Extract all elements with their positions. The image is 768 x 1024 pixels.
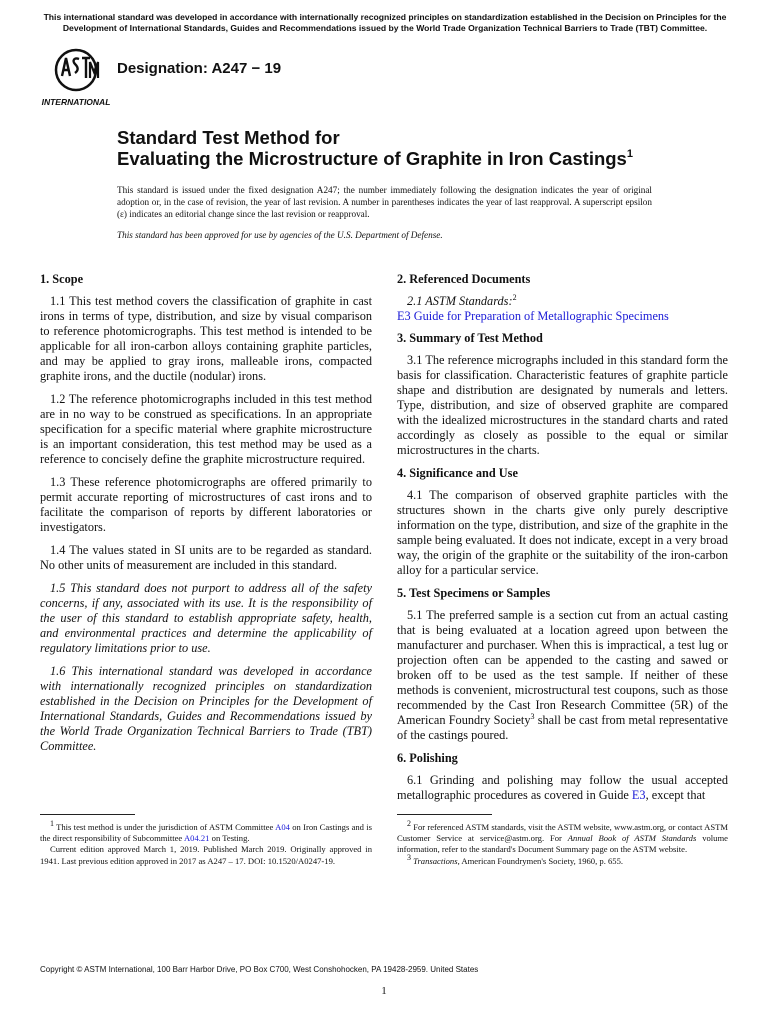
title-footnote-mark[interactable]: 1: [626, 148, 633, 160]
footnote-1-text-c: on Testing.: [211, 833, 250, 844]
title-line-2-text: Evaluating the Microstructure of Graphite in Iron Castings: [117, 148, 627, 169]
designation: Designation: A247 − 19: [117, 60, 282, 77]
footnote-1-text-a: This test method is under the jurisdiction of ASTM Committee: [56, 822, 274, 832]
paragraph-1-2: 1.2 The reference photomicrographs included in this test method are in no way to be construed as specifications. In an appropriate specification for a specific material where graphite microstructure is an important consideration, this test method may be used as a reference to concisely define the graphite microstructure required.: [40, 392, 372, 466]
paragraph-6-1: [397, 773, 728, 803]
paragraph-1-3: 1.3 These reference photomicrographs are offered primarily to permit accurate reporting of microstructures of cast irons and to facilitate the comparison of reports by different laboratories or investigators.: [40, 475, 372, 534]
e3-reference: [397, 309, 728, 324]
paragraph-1-1: 1.1 This test method covers the classification of graphite in cast irons in terms of type, distribution, and size by visual comparison to reference photomicrographs. This test method is intended to be applicable for all iron-carbon alloys containing graphite particles, and may be applied to gray irons, malleable irons, compacted graphite irons, and the ductile (nodular) irons.: [40, 294, 372, 383]
title-line-2: [117, 148, 737, 169]
astm-standards-label: 2.1 ASTM Standards:: [407, 294, 513, 308]
footnote-3-mark: 3: [407, 852, 411, 862]
scope-heading: 1. Scope: [40, 272, 84, 286]
document-title: [117, 127, 737, 169]
significance-heading: 4. Significance and Use: [397, 466, 518, 480]
paragraph-1-4: 1.4 The values stated in SI units are to be regarded as standard. No other units of measurement are included in this standard.: [40, 543, 372, 572]
footnote-2: [397, 819, 729, 856]
referenced-documents-heading: 2. Referenced Documents: [397, 272, 531, 286]
footnote-1: [40, 819, 372, 844]
paragraph-5-1-text: 5.1 The preferred sample is a section cut from an actual casting that is being evaluated at a location agreed upon between the manufacturer and purchaser. When this is impractical, a test lug or projection often can be appended to the casting and sawed or broken off to be used as the test sample. If neither of these methods is convenient, microstructural test coupons, such as those recommended by the Cast Iron Research Committee (5R) of the American Foundry Society: [397, 608, 728, 727]
paragraph-5-1-end: shall be cast from metal representative of the castings poured.: [397, 713, 728, 742]
footnote-1-text-b: on Iron Castings and is the direct responsibility of Subcommittee: [40, 822, 372, 844]
paragraph-5-1: [397, 608, 728, 743]
paragraph-4-1: 4.1 The comparison of observed graphite particles with the structures shown in the charts give only purely descriptive information on the type, distribution, and size of the graphite in the sample being evaluated. It does not indicate, except in a very broad way, the origin of the graphite or the suitability of the iron-carbon alloy for a particular service.: [397, 488, 728, 577]
specimens-heading: 5. Test Specimens or Samples: [397, 586, 551, 600]
polishing-heading: 6. Polishing: [397, 751, 458, 765]
page-number: 1: [381, 985, 387, 997]
e3-inline-link[interactable]: E3: [631, 788, 646, 802]
footnote-3-italic: Transactions: [413, 855, 458, 866]
footnotes-left: [40, 819, 372, 867]
footnote-2-text-b: volume information, refer to the standard's Document Summary page on the ASTM website.: [397, 833, 728, 855]
footnote-2-text-a: For referenced ASTM standards, visit the ASTM website, www.astm.org, or contact ASTM Customer Service at service@astm.org. For: [397, 822, 729, 844]
paragraph-3-1: 3.1 The reference micrographs included in this standard form the basis for classification. Characteristic features of graphite particle shape and distribution are designated by numerals and letters. Type, distribution, and size of observed graphite are compared with the idealized microstructures in the standard charts and rated accordingly as closely as possible to the equal or similar microstructures in the charts.: [397, 353, 728, 457]
footnote-rule-right: [397, 814, 492, 815]
logo-text: INTERNATIONAL: [41, 97, 111, 107]
paragraph-6-1-text: 6.1 Grinding and polishing may follow the usual accepted metallographic procedures as covered in Guide: [397, 773, 728, 802]
issued-statement: This standard is issued under the fixed designation A247; the number immediately following the designation indicates the year of original adoption or, in the case of revision, the year of last revision. A number in parentheses indicates the year of last reapproval. A superscript epsilon (ε) indicates an editorial change since the last revision or reapproval.: [117, 185, 652, 219]
footnote-mark-3[interactable]: 3: [530, 711, 535, 721]
title-line-1: Standard Test Method for: [117, 127, 340, 148]
standards-notice: This international standard was developed in accordance with internationally recognized principles on standardization established in the Decision on Principles for the Development of International Standards, Guides and Recommendations issued by the World Trade Organization Technical Barriers to Trade (TBT) Committee.: [43, 12, 727, 33]
astm-logo-icon: [38, 46, 114, 108]
copyright-notice: Copyright © ASTM International, 100 Barr Harbor Drive, PO Box C700, West Conshohocken, PA 19428-2959. United States: [40, 965, 479, 974]
footnote-1-edition: Current edition approved March 1, 2019. Published March 2019. Originally approved in 1941. Last previous edition approved in 2017 as A247 – 17. DOI: 10.1520/A0247-19.: [40, 844, 372, 866]
footnote-1-mark: 1: [50, 819, 54, 829]
a04-link[interactable]: A04: [275, 822, 290, 832]
footnote-2-mark: 2: [407, 819, 411, 829]
footnote-3-text: , American Foundrymen's Society, 1960, p. 655.: [457, 855, 624, 866]
e3-link[interactable]: E3: [397, 309, 411, 323]
paragraph-1-6: 1.6 This international standard was developed in accordance with internationally recognized principles on standardization established in the Decision on Principles for the Development of International Standards, Guides and Recommendations issued by the World Trade Organization Technical Barriers to Trade (TBT) Committee.: [40, 664, 372, 753]
footnote-rule-left: [40, 814, 135, 815]
e3-title-link[interactable]: Guide for Preparation of Metallographic Specimens: [413, 309, 669, 323]
astm-standards-line: [397, 294, 728, 309]
summary-heading: 3. Summary of Test Method: [397, 331, 543, 345]
paragraph-6-1-end: , except that: [645, 788, 706, 802]
footnotes-right: [397, 819, 729, 867]
a04-21-link[interactable]: A04.21: [183, 833, 210, 844]
dod-approval-statement: This standard has been approved for use by agencies of the U.S. Department of Defense.: [117, 230, 443, 240]
left-column: [40, 272, 372, 762]
paragraph-1-5: 1.5 This standard does not purport to address all of the safety concerns, if any, associated with its use. It is the responsibility of the user of this standard to establish appropriate safety, health, and environmental practices and determine the applicability of regulatory limitations prior to use.: [40, 581, 372, 655]
footnote-3: [397, 852, 728, 867]
right-column: [397, 272, 728, 811]
footnote-mark-2[interactable]: 2: [512, 292, 517, 302]
footnote-2-italic: Annual Book of ASTM Standards: [567, 833, 697, 844]
